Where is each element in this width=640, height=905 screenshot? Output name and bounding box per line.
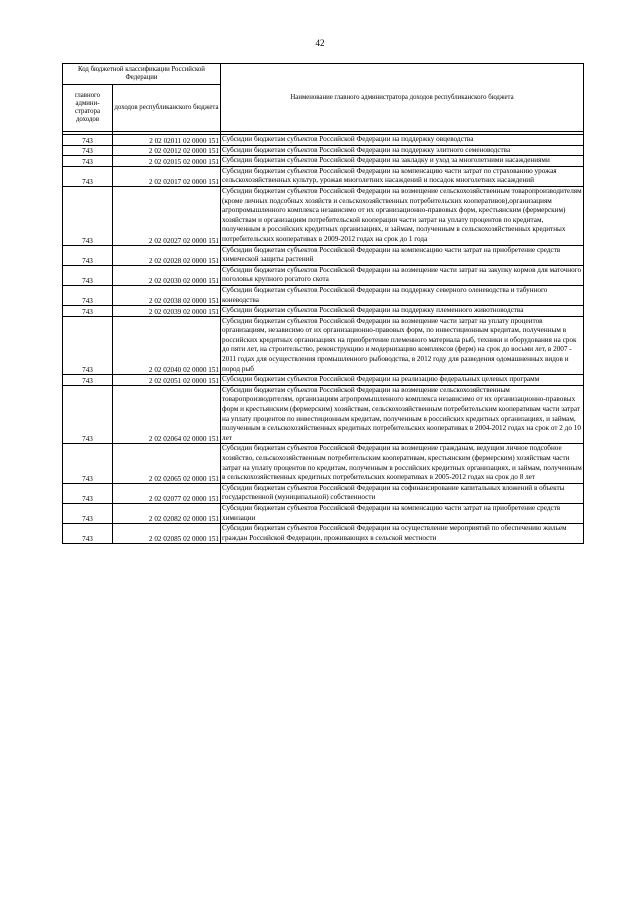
admin-code-cell: 743: [63, 135, 113, 146]
admin-code-cell: 743: [63, 166, 113, 186]
table-row: [63, 444, 584, 483]
admin-code-cell: 743: [63, 483, 113, 503]
revenue-code-cell: 2 02 02030 02 0000 151: [113, 265, 221, 285]
table-row: [63, 186, 584, 245]
revenue-code-cell: 2 02 02011 02 0000 151: [113, 135, 221, 146]
revenue-name-cell: Субсидии бюджетам субъектов Российской Федерации на поддержку овцеводства: [221, 135, 584, 146]
admin-code-cell: 743: [63, 444, 113, 483]
admin-code-cell: 743: [63, 524, 113, 544]
revenue-name-cell: Субсидии бюджетам субъектов Российской Федерации на осуществление мероприятий по обеспечению жильем граждан Российской Федерации, проживающих в сельской местности: [221, 524, 584, 544]
revenue-name-cell: Субсидии бюджетам субъектов Российской Федерации на возмещение части затрат на уплату процентов организациям, независимо от их организационно-правовых форм, по инвестиционным кредитам, полученным в российских кредитных организациях на приобретение племенного материала рыб, техники и оборудования на срок до пяти лет, на строительство, реконструкцию и модернизацию комплексов (ферм) на срок до восьми лет, в 2007 - 2011 годах для осуществления промышленного рыбоводства, в 2012 году для разведения одомашненных видов и пород рыб: [221, 316, 584, 375]
revenue-name-cell: Субсидии бюджетам субъектов Российской Федерации на возмещение сельскохозяйственным товаропроизводителям (кроме личных подсобных хозяйств и сельскохозяйственных потребительских кооперативов),организациям агропромышленного комплекса независимо от их организационно-правовых форм, крестьянским (фермерским) хозяйствам и организациям потребительской кооперации части затрат на уплату процентов по кредитам, полученным в российских кредитных организациях, и займам, полученным в сельскохозяйственных кредитных потребительских кооперативах в 2009-2012 годах на срок до 1 года: [221, 186, 584, 245]
budget-classification-table: [62, 63, 584, 544]
revenue-name-cell: Субсидии бюджетам субъектов Российской Федерации на поддержку элитного семеноводства: [221, 145, 584, 156]
revenue-code-cell: 2 02 02051 02 0000 151: [113, 375, 221, 386]
table-row: [63, 265, 584, 285]
revenue-name-cell: Субсидии бюджетам субъектов Российской Федерации на поддержку племенного животноводства: [221, 306, 584, 317]
revenue-code-cell: 2 02 02039 02 0000 151: [113, 306, 221, 317]
revenue-code-cell: 2 02 02015 02 0000 151: [113, 156, 221, 167]
table-row: [63, 135, 584, 146]
table-row: [63, 503, 584, 523]
table-row: [63, 306, 584, 317]
admin-code-cell: 743: [63, 245, 113, 265]
header-admin-column: главного админи-стратора доходов: [63, 85, 113, 132]
admin-code-cell: 743: [63, 306, 113, 317]
revenue-code-cell: 2 02 02017 02 0000 151: [113, 166, 221, 186]
table-row: [63, 375, 584, 386]
table-row: [63, 156, 584, 167]
page-number: 42: [315, 38, 325, 48]
table-row: [63, 285, 584, 305]
revenue-name-cell: Субсидии бюджетам субъектов Российской Федерации на возмещение гражданам, ведущим личное подсобное хозяйство, сельскохозяйственным потребительским кооперативам, крестьянским (фермерским) хозяйствам части затрат на уплату процентов по кредитам, полученным в российских кредитных организациях, и займам, полученным в сельскохозяйственных кредитных потребительских кооперативах в 2005-2012 годах на срок до 8 лет: [221, 444, 584, 483]
header-revenue-column: доходов республиканского бюджета: [113, 85, 221, 132]
admin-code-cell: 743: [63, 145, 113, 156]
header-classification-code: Код бюджетной классификации Российской Федерации: [63, 64, 221, 85]
revenue-code-cell: 2 02 02038 02 0000 151: [113, 285, 221, 305]
revenue-name-cell: Субсидии бюджетам субъектов Российской Федерации на компенсацию части затрат на приобретение средств химизации: [221, 503, 584, 523]
table-row: [63, 145, 584, 156]
revenue-code-cell: 2 02 02028 02 0000 151: [113, 245, 221, 265]
revenue-name-cell: Субсидии бюджетам субъектов Российской Федерации на поддержку северного оленеводства и табунного коневодства: [221, 285, 584, 305]
admin-code-cell: 743: [63, 375, 113, 386]
revenue-code-cell: 2 02 02085 02 0000 151: [113, 524, 221, 544]
revenue-name-cell: Субсидии бюджетам субъектов Российской Федерации на возмещение сельскохозяйственным товаропроизводителям, организациям агропромышленного комплекса независимо от их организационно-правовых форм и крестьянским (фермерским) хозяйствам, сельскохозяйственным потребительским кооперативам части затрат на уплату процентов по инвестиционным кредитам, полученным в российских кредитных организациях, и займам, полученным в сельскохозяйственных кредитных потребительских кооперативах в 2004-2012 годах на срок от 2 до 10 лет: [221, 385, 584, 444]
admin-code-cell: 743: [63, 186, 113, 245]
table-row: [63, 166, 584, 186]
admin-code-cell: 743: [63, 385, 113, 444]
table-row: [63, 385, 584, 444]
admin-code-cell: 743: [63, 503, 113, 523]
revenue-name-cell: Субсидии бюджетам субъектов Российской Федерации на компенсацию части затрат на приобретение средств химической защиты растений: [221, 245, 584, 265]
revenue-code-cell: 2 02 02027 02 0000 151: [113, 186, 221, 245]
revenue-code-cell: 2 02 02064 02 0000 151: [113, 385, 221, 444]
admin-code-cell: 743: [63, 316, 113, 375]
admin-code-cell: 743: [63, 285, 113, 305]
revenue-name-cell: Субсидии бюджетам субъектов Российской Федерации на возмещение части затрат на закупку кормов для маточного поголовья крупного рогатого скота: [221, 265, 584, 285]
revenue-code-cell: 2 02 02012 02 0000 151: [113, 145, 221, 156]
revenue-name-cell: Субсидии бюджетам субъектов Российской Федерации на реализацию федеральных целевых программ: [221, 375, 584, 386]
header-administrator-name: Наименование главного администратора доходов республиканского бюджета: [221, 64, 584, 132]
table-row: [63, 524, 584, 544]
revenue-name-cell: Субсидии бюджетам субъектов Российской Федерации на компенсацию части затрат по страхованию урожая сельскохозяйственных культур, урожая многолетних насаждений и посадок многолетних насаждений: [221, 166, 584, 186]
admin-code-cell: 743: [63, 156, 113, 167]
revenue-code-cell: 2 02 02077 02 0000 151: [113, 483, 221, 503]
table-row: [63, 245, 584, 265]
revenue-name-cell: Субсидии бюджетам субъектов Российской Федерации на софинансирование капитальных вложений в объекты государственной (муниципальной) собственности: [221, 483, 584, 503]
admin-code-cell: 743: [63, 265, 113, 285]
revenue-code-cell: 2 02 02040 02 0000 151: [113, 316, 221, 375]
revenue-code-cell: 2 02 02082 02 0000 151: [113, 503, 221, 523]
table-row: [63, 483, 584, 503]
table-row: [63, 316, 584, 375]
revenue-code-cell: 2 02 02065 02 0000 151: [113, 444, 221, 483]
revenue-name-cell: Субсидии бюджетам субъектов Российской Федерации на закладку и уход за многолетними насаждениями: [221, 156, 584, 167]
